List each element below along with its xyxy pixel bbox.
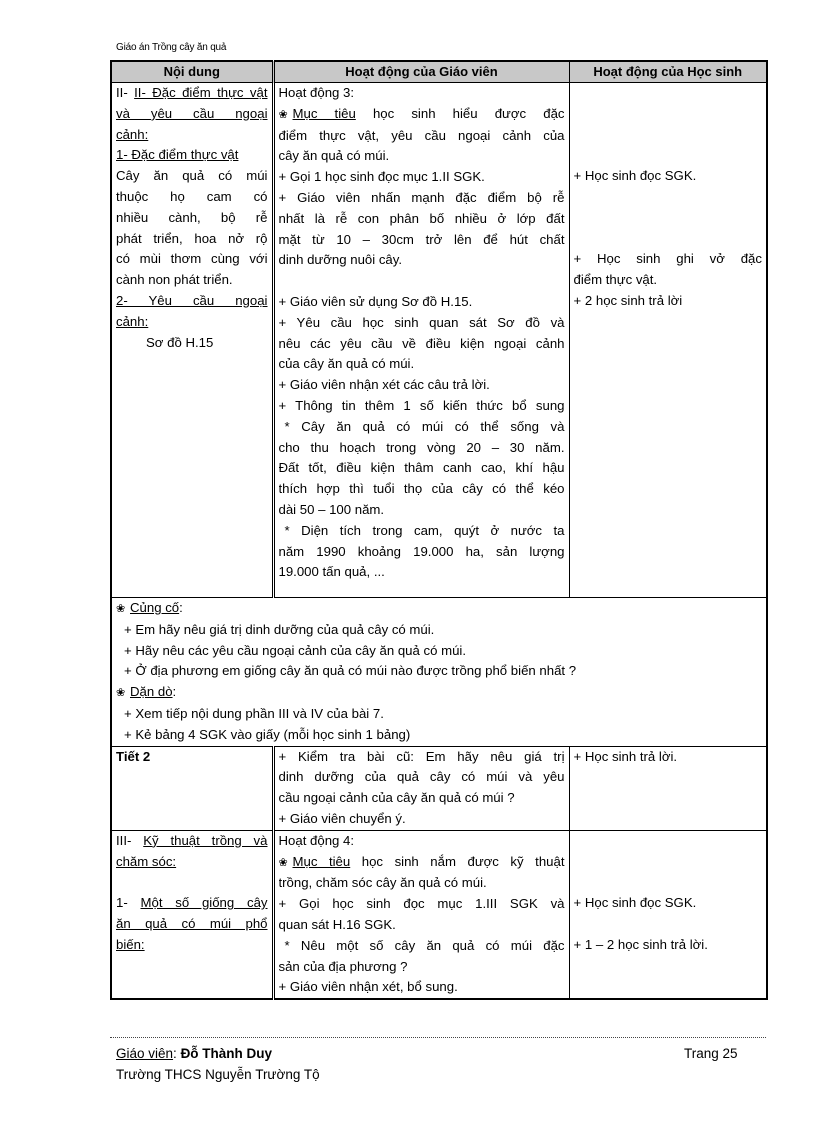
text-line: cầu ngoại cảnh của cây ăn quả có múi ? [278,790,515,806]
text-line: cho thu hoạch trong vòng 20 – 30 năm. [278,439,565,455]
consolidation-cell [111,598,767,747]
text-line: dài 50 – 100 năm. [278,501,385,517]
document-header: Giáo án Trồng cây ăn quả [116,42,227,53]
text-line: + Học sinh trả lời. [573,748,678,764]
text-line: nêu các yêu cầu về điều kiện ngoại cảnh [278,335,565,351]
content-cell [111,830,273,999]
content-cell [111,746,273,830]
consolidation-heading: Củng cố [130,600,180,615]
footer-divider [110,1037,766,1038]
text-line: ❀ Củng cố: [116,598,762,620]
text-line: cảnh: [116,126,149,142]
footer-school: Trường THCS Nguyễn Trường Tộ [116,1067,320,1082]
flower-bullet-icon: ❀ [116,687,126,700]
text-line: trồng, chăm sóc cây ăn quả có múi. [278,875,487,891]
text-line: sản của địa phương ? [278,958,408,974]
text-line: cành non phát triển. [116,272,233,288]
footer-teacher: Giáo viên: Đỗ Thành Duy [116,1046,273,1061]
text-line: ❀ Mục tiêu học sinh hiểu được đặc [279,104,565,126]
table-row-merged [111,598,767,747]
teacher-label: Giáo viên [116,1046,174,1061]
text-line: + Em hãy nêu giá trị dinh dưỡng của quả cây có múi. [124,621,435,637]
text-line: + Xem tiếp nội dung phần III và IV của bài 7. [124,705,384,721]
text-line: dinh dưỡng của quả cây có múi và yêu [278,769,565,785]
text-line: phát triển, hoa nở rộ [116,230,268,246]
spacer [116,872,268,893]
text-line: + Giáo viên sử dụng Sơ đồ H.15. [278,293,473,309]
text-line: Sơ đồ H.15 [146,334,214,350]
student-activity-cell [569,830,767,999]
text-line: điểm thực vật. [573,272,658,288]
page-number: Trang 25 [684,1046,738,1061]
text-line: + Hãy nêu các yêu cầu ngoại cảnh của cây ăn quả có múi. [124,642,466,658]
text-line: II- II- Đặc điểm thực vật [116,85,268,100]
text-line: quan sát H.16 SGK. [278,916,396,932]
column-header-student: Hoạt động của Học sinh [569,61,767,83]
text-line: dinh dưỡng nuôi cây. [278,252,403,268]
text-line: + Kẻ bảng 4 SGK vào giấy (mỗi học sinh 1 bảng) [124,726,411,742]
student-activity-cell [569,746,767,830]
text-line: * Diện tích trong cam, quýt ở nước ta [284,522,565,538]
table-header-row [111,61,767,83]
text-line: và yêu cầu ngoại [116,105,268,121]
activity-title: Hoạt động 4: [278,832,355,848]
text-line: + Giáo viên nhận xét các câu trả lời. [278,377,490,393]
text-line: III- Kỹ thuật trồng và [116,832,268,848]
text-line: chăm sóc: [116,853,177,869]
text-line: + Giáo viên chuyển ý. [278,810,406,826]
text-line: mặt từ 10 – 30cm trở lên để hút chất [278,231,565,247]
flower-bullet-icon: ❀ [116,603,126,615]
lesson-plan-table [110,60,768,1000]
homework-heading: Dặn dò [130,684,173,700]
text-line: + 2 học sinh trả lời [573,292,683,308]
text-line: + Gọi 1 học sinh đọc mục 1.II SGK. [278,169,485,185]
table-row [111,746,767,830]
text-line: điểm thực vật, yêu cầu ngoại cảnh của [278,127,565,143]
flower-bullet-icon: ❀ [278,856,288,869]
text-line: + Học sinh đọc SGK. [573,168,697,184]
student-activity-cell [569,83,767,598]
text-line: 1- Một số giống cây [116,895,268,911]
text-line: ❀ Dặn dò: [116,682,762,704]
teacher-name: Đỗ Thành Duy [180,1046,273,1061]
text-line: nhất là rễ con phân bố nhiều ở lớp đất [278,210,565,226]
text-line: ❀ Mục tiêu học sinh nắm được kỹ thuật [279,852,565,874]
column-header-content: Nội dung [111,61,273,83]
column-header-teacher: Hoạt động của Giáo viên [273,61,569,83]
text-line: + Kiểm tra bài cũ: Em hãy nêu giá trị [278,748,565,764]
text-line: có mùi thơm cùng với [116,251,268,267]
subsection-heading: 2- Yêu cầu ngoại [116,292,268,308]
text-line: thuộc họ cam có [116,188,268,204]
text-line: + Ở địa phương em giống cây ăn quả có múi nào được trồng phổ biến nhất ? [124,663,577,679]
text-line: Cây ăn quả có múi [116,168,268,184]
subsection-heading: 1- Đặc điểm thực vật [116,147,239,163]
table-row [111,83,767,598]
text-line: + 1 – 2 học sinh trả lời. [573,936,708,952]
text-line: cây ăn quả có múi. [278,148,390,164]
text-line: thích hợp thì tuổi thọ của cây có thể kéo [278,481,565,497]
text-line: + Học sinh ghi vở đặc [573,251,762,267]
text-line: + Giáo viên nhận xét, bổ sung. [278,979,458,995]
text-line: * Nêu một số cây ăn quả có múi đặc [284,937,565,953]
text-line: + Yêu cầu học sinh quan sát Sơ đồ và [278,314,565,330]
text-line: + Giáo viên nhấn mạnh đặc điểm bộ rễ [278,189,565,205]
text-line: năm 1990 khoảng 19.000 ha, sản lượng [278,543,565,559]
period-label: Tiết 2 [116,748,151,764]
content-cell [111,83,273,598]
text-line: cảnh: [116,313,149,329]
text-line: + Thông tin thêm 1 số kiến thức bổ sung [278,397,565,413]
text-line: 19.000 tấn quả, ... [278,564,385,580]
teacher-activity-cell [273,746,569,830]
teacher-activity-cell [273,830,569,999]
text-line: + Gọi học sinh đọc mục 1.III SGK và [278,896,565,912]
section-heading: II- Đặc điểm thực vật [134,85,268,100]
text-line: + Học sinh đọc SGK. [573,895,697,911]
teacher-activity-cell [273,83,569,598]
table-row [111,830,767,999]
spacer [279,271,565,292]
text-line: của cây ăn quả có múi. [278,356,415,372]
text-line: biến: [116,936,145,952]
text-line: Đất tốt, điều kiện thâm canh cao, khí hậu [278,460,565,476]
text-line: * Cây ăn quả có múi có thể sống và [284,418,565,434]
text-line: nhiều cành, bộ rễ [116,209,268,225]
text-line: ăn quả có múi phổ [116,915,268,931]
activity-title: Hoạt động 3: [278,85,355,100]
flower-bullet-icon: ❀ [278,108,288,121]
